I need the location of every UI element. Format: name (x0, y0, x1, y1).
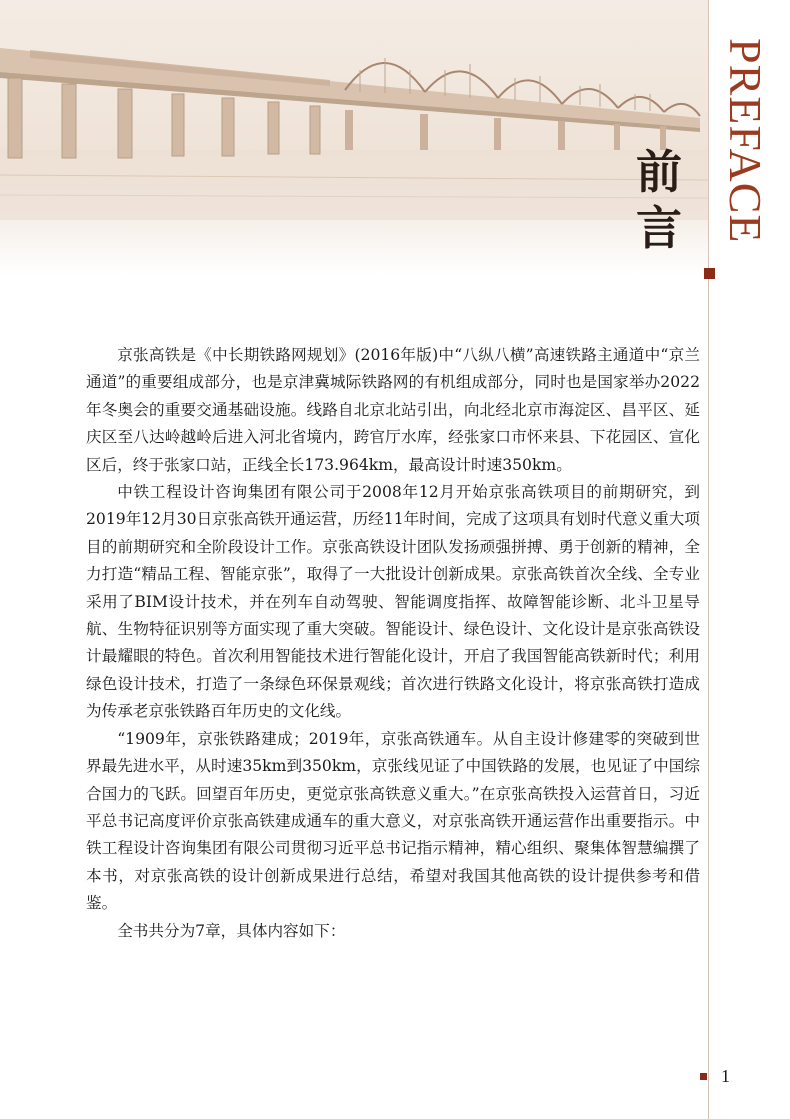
title-char-1: 前 (636, 145, 682, 199)
paragraph: “1909年，京张铁路建成；2019年，京张高铁通车。从自主设计修建零的突破到世界最先进水平，从时速35km到350km，京张线见证了中国铁路的发展，也见证了中国综合国力的飞跃。回望百年历史，更觉京张高铁意义重大。”在京张高铁投入运营首日，习近平总书记高度评价京张高铁建成通车的重大意义，对京张高铁开通运营作出重要指示。中铁工程设计咨询集团有限公司贯彻习近平总书记指示精神，精心组织、聚集体智慧编撰了本书，对京张高铁的设计创新成果进行总结，希望对我国其他高铁的设计提供参考和借鉴。 (86, 729, 700, 913)
preface-heading-en: PREFACE (720, 38, 771, 244)
title-char-2: 言 (636, 201, 682, 255)
page-footer (700, 1064, 730, 1088)
paragraph: 京张高铁是《中长期铁路网规划》(2016年版)中“八纵八横”高速铁路主通道中“京兰通道”的重要组成部分，也是京津冀城际铁路网的有机组成部分，同时也是国家举办2022年冬奥会的重要交通基础设施。线路自北京北站引出，向北经北京市海淀区、昌平区、延庆区至八达岭越岭后进入河北省境内，跨官厅水库，经张家口市怀来县、下花园区、宣化区后，终于张家口站，正线全长173.964km，最高设计时速350km。 (86, 346, 700, 474)
page-title-cn (636, 144, 696, 256)
bridge-illustration (0, 0, 708, 275)
bridge-banner-illustration (0, 0, 708, 275)
preface-body (86, 342, 700, 945)
page-number-bullet (700, 1073, 707, 1080)
section-marker-square (704, 268, 715, 279)
vertical-divider-line (708, 0, 709, 1119)
page-number: 1 (721, 1065, 730, 1086)
paragraph: 全书共分为7章，具体内容如下： (117, 921, 346, 940)
paragraph: 中铁工程设计咨询集团有限公司于2008年12月开始京张高铁项目的前期研究，到2019年12月30日京张高铁开通运营，历经11年时间，完成了这项具有划时代意义重大项目的前期研究和全阶段设计工作。京张高铁设计团队发扬顽强拼搏、勇于创新的精神，全力打造“精品工程、智能京张”，取得了一大批设计创新成果。京张高铁首次全线、全专业采用了BIM设计技术，并在列车自动驾驶、智能调度指挥、故障智能诊断、北斗卫星导航、生物特征识别等方面实现了重大突破。智能设计、绿色设计、文化设计是京张高铁设计最耀眼的特色。首次利用智能技术进行智能化设计，开启了我国智能高铁新时代；利用绿色设计技术，打造了一条绿色环保景观线；首次进行铁路文化设计，将京张高铁打造成为传承老京张铁路百年历史的文化线。 (86, 483, 700, 721)
